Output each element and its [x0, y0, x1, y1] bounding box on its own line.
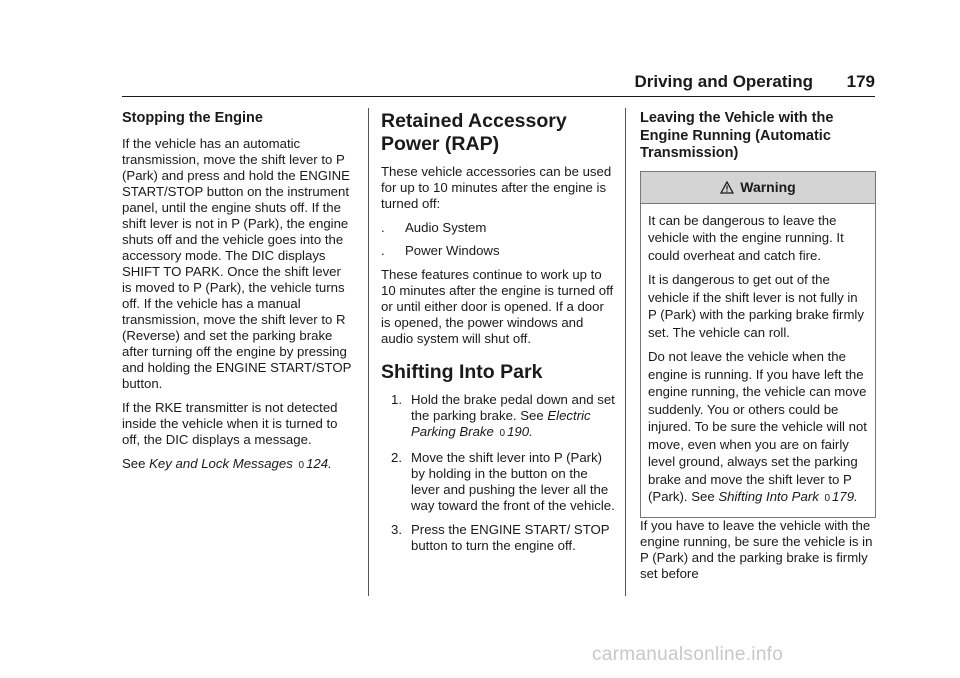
list-item: 3. Press the ENGINE START/ STOP button to turn the engine off. [391, 522, 610, 553]
heading-shifting-into-park: Shifting Into Park [381, 361, 543, 383]
page-arrow-icon: 0 [824, 493, 831, 504]
paragraph: If the RKE transmitter is not detected inside the vehicle when it is turned to off, the DIC displays a message. [122, 399, 338, 447]
paragraph: It can be dangerous to leave the vehicle with the engine running. It could overheat and catch fire. [648, 212, 844, 263]
page-arrow-icon: 0 [298, 459, 305, 471]
warning-triangle-icon [720, 181, 734, 194]
section-title: Driving and Operating [634, 72, 813, 91]
heading-leaving-vehicle: Leaving the Vehicle with the Engine Running (Automatic Transmission) [640, 110, 834, 161]
step-number: 2. [391, 450, 402, 465]
warning-box [640, 171, 876, 518]
step-number: 3. [391, 522, 402, 537]
see-prefix: See [691, 489, 715, 504]
column-2 [381, 110, 615, 562]
heading-rap: Retained Accessory Power (RAP) [381, 110, 567, 155]
warning-title: Warning [740, 179, 796, 195]
column-3 [640, 110, 876, 590]
list-item: . Audio System [381, 220, 487, 235]
xref-electric-parking-brake[interactable]: Electric Parking Brake [411, 408, 591, 439]
xref-page[interactable]: 179. [832, 489, 858, 504]
bullet-list [381, 220, 615, 259]
paragraph: These features continue to work up to 10 minutes after the engine is turned off or until either door is opened. If a door is opened, the power windows and audio system will shut off. [381, 267, 614, 346]
column-divider [368, 108, 369, 596]
list-item: 2. Move the shift lever into P (Park) by holding in the button on the lever and pushing the lever all the way toward the front of the vehicle. [391, 450, 615, 513]
warning-header [641, 172, 875, 204]
paragraph: These vehicle accessories can be used for up to 10 minutes after the engine is turned off: [381, 164, 612, 211]
column-divider [625, 108, 626, 596]
see-reference [122, 456, 354, 474]
xref-key-lock-messages[interactable]: Key and Lock Messages [149, 455, 293, 471]
bullet-icon: . [381, 243, 385, 258]
paragraph: Do not leave the vehicle when the engine is running. If you have left the engine running, the vehicle can move suddenly. You or others could be injured. To be sure the vehicle will not move, even when you are on fairly level ground, always set the parking brake and move the shift lever to P (Park). See Shifting Into Park 0 179. [648, 349, 867, 504]
watermark: carmanualsonline.info [592, 644, 784, 665]
see-prefix: See [122, 455, 146, 471]
paragraph: If you have to leave the vehicle with the engine running, be sure the vehicle is in P (Park) and the parking brake is firmly set before [640, 517, 873, 581]
warning-body [641, 204, 875, 517]
column-1 [122, 110, 354, 482]
paragraph: It is dangerous to get out of the vehicle if the shift lever is not fully in P (Park) with the parking brake firmly set. The vehicle can roll. [648, 272, 864, 340]
bullet-icon: . [381, 220, 385, 235]
list-item: 1. Hold the brake pedal down and set the parking brake. See Electric Parking Brake 0 190. [391, 392, 615, 439]
page-arrow-icon: 0 [499, 428, 506, 439]
xref-page[interactable]: 190. [507, 424, 533, 439]
paragraph: If the vehicle has an automatic transmission, move the shift lever to P (Park) and press and hold the ENGINE START/STOP button on the instrument panel, until the engine shuts off. If the shift lever is not in P (Park), the engine shuts off and the vehicle goes into the accessory mode. The DIC displays SHIFT TO PARK. Once the shift lever is moved to P (Park), the vehicle turns off. If the vehicle has a manual transmission, move the shift lever to R (Reverse) and set the parking brake after turning off the engine by pressing and holding the ENGINE START/STOP button. [122, 135, 352, 391]
steps-list [381, 392, 615, 554]
list-item: . Power Windows [381, 243, 500, 258]
heading-stopping-engine: Stopping the Engine [122, 110, 263, 126]
xref-page[interactable]: 124. [306, 455, 332, 471]
xref-shifting-into-park[interactable]: Shifting Into Park [718, 489, 819, 504]
step-number: 1. [391, 392, 402, 407]
page-header [122, 72, 875, 97]
page-number: 179 [846, 72, 875, 91]
